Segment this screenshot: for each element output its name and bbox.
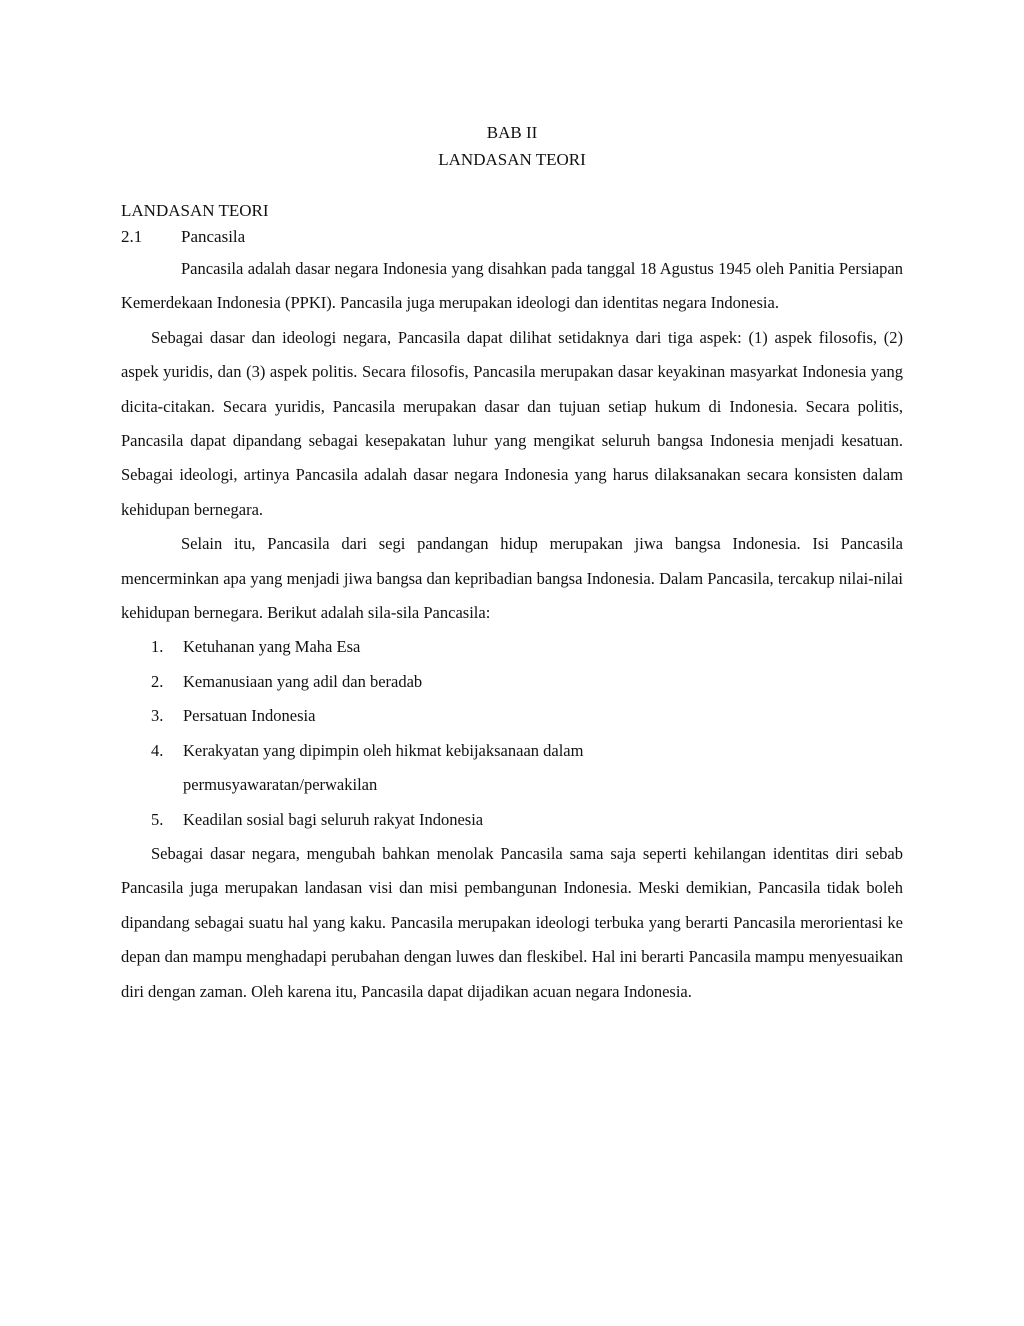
list-item [121, 803, 903, 837]
list-item [121, 699, 903, 733]
chapter-title: BAB II [486, 123, 538, 142]
paragraph-intro: Pancasila adalah dasar negara Indonesia yang disahkan pada tanggal 18 Agustus 1945 oleh Panitia Persiapan Kemerdekaan Indonesia (PPKI). Pancasila juga merupakan ideologi dan identitas negara Indonesia. [121, 259, 903, 313]
subsection-number: 2.1 [121, 227, 143, 246]
paragraph-worldview: Selain itu, Pancasila dari segi pandangan hidup merupakan jiwa bangsa Indonesia. Isi Pancasila mencerminkan apa yang menjadi jiwa bangsa dan kepribadian bangsa Indonesia. Dalam Pancasila, tercakup nilai-nilai kehidupan bernegara. Berikut adalah sila-sila Pancasila: [121, 534, 903, 623]
sila-list [121, 630, 903, 836]
section-label: LANDASAN TEORI [121, 201, 269, 220]
list-item-number: 3. [151, 706, 164, 726]
list-item [121, 630, 903, 664]
paragraph-open-ideology: Sebagai dasar negara, mengubah bahkan menolak Pancasila sama saja seperti kehilangan identitas diri sebab Pancasila juga merupakan landasan visi dan misi pembangunan Indonesia. Meski demikian, Pancasila tidak boleh dipandang sebagai suatu hal yang kaku. Pancasila merupakan ideologi terbuka yang berarti Pancasila merorientasi ke depan dan mampu menghadapi perubahan dengan luwes dan fleskibel. Hal ini berarti Pancasila mampu menyesuaikan diri dengan zaman. Oleh karena itu, Pancasila dapat dijadikan acuan negara Indonesia. [121, 843, 903, 1001]
document-body [121, 252, 903, 1009]
list-item-number: 2. [151, 671, 164, 691]
list-item-text: Kerakyatan yang dipimpin oleh hikmat kebijaksanaan dalam permusyawaratan/perwakilan [183, 740, 584, 795]
list-item-number: 1. [151, 637, 164, 657]
list-item-text: Ketuhanan yang Maha Esa [183, 637, 361, 657]
paragraph-aspects: Sebagai dasar dan ideologi negara, Pancasila dapat dilihat setidaknya dari tiga aspek: (1) aspek filosofis, (2) aspek yuridis, dan (3) aspek politis. Secara filosofis, Pancasila merupakan dasar keyakinan masyarkat Indonesia yang dicita-citakan. Secara yuridis, Pancasila merupakan dasar dan tujuan setiap hukum di Indonesia. Secara politis, Pancasila dapat dipandang sebagai kesepakatan luhur yang mengikat seluruh bangsa Indonesia menjadi kesatuan. Sebagai ideologi, artinya Pancasila adalah dasar negara Indonesia yang harus dilaksanakan secara konsisten dalam kehidupan bernegara. [121, 327, 903, 519]
list-item-number: 5. [151, 809, 164, 829]
list-item [121, 734, 903, 803]
subsection-title: Pancasila [181, 227, 246, 246]
list-item-number: 4. [151, 740, 164, 760]
list-item-text: Persatuan Indonesia [183, 706, 316, 726]
chapter-heading: LANDASAN TEORI [438, 150, 586, 169]
list-item-text: Kemanusiaan yang adil dan beradab [183, 671, 423, 691]
list-item-text: Keadilan sosial bagi seluruh rakyat Indonesia [183, 809, 484, 829]
list-item [121, 665, 903, 699]
